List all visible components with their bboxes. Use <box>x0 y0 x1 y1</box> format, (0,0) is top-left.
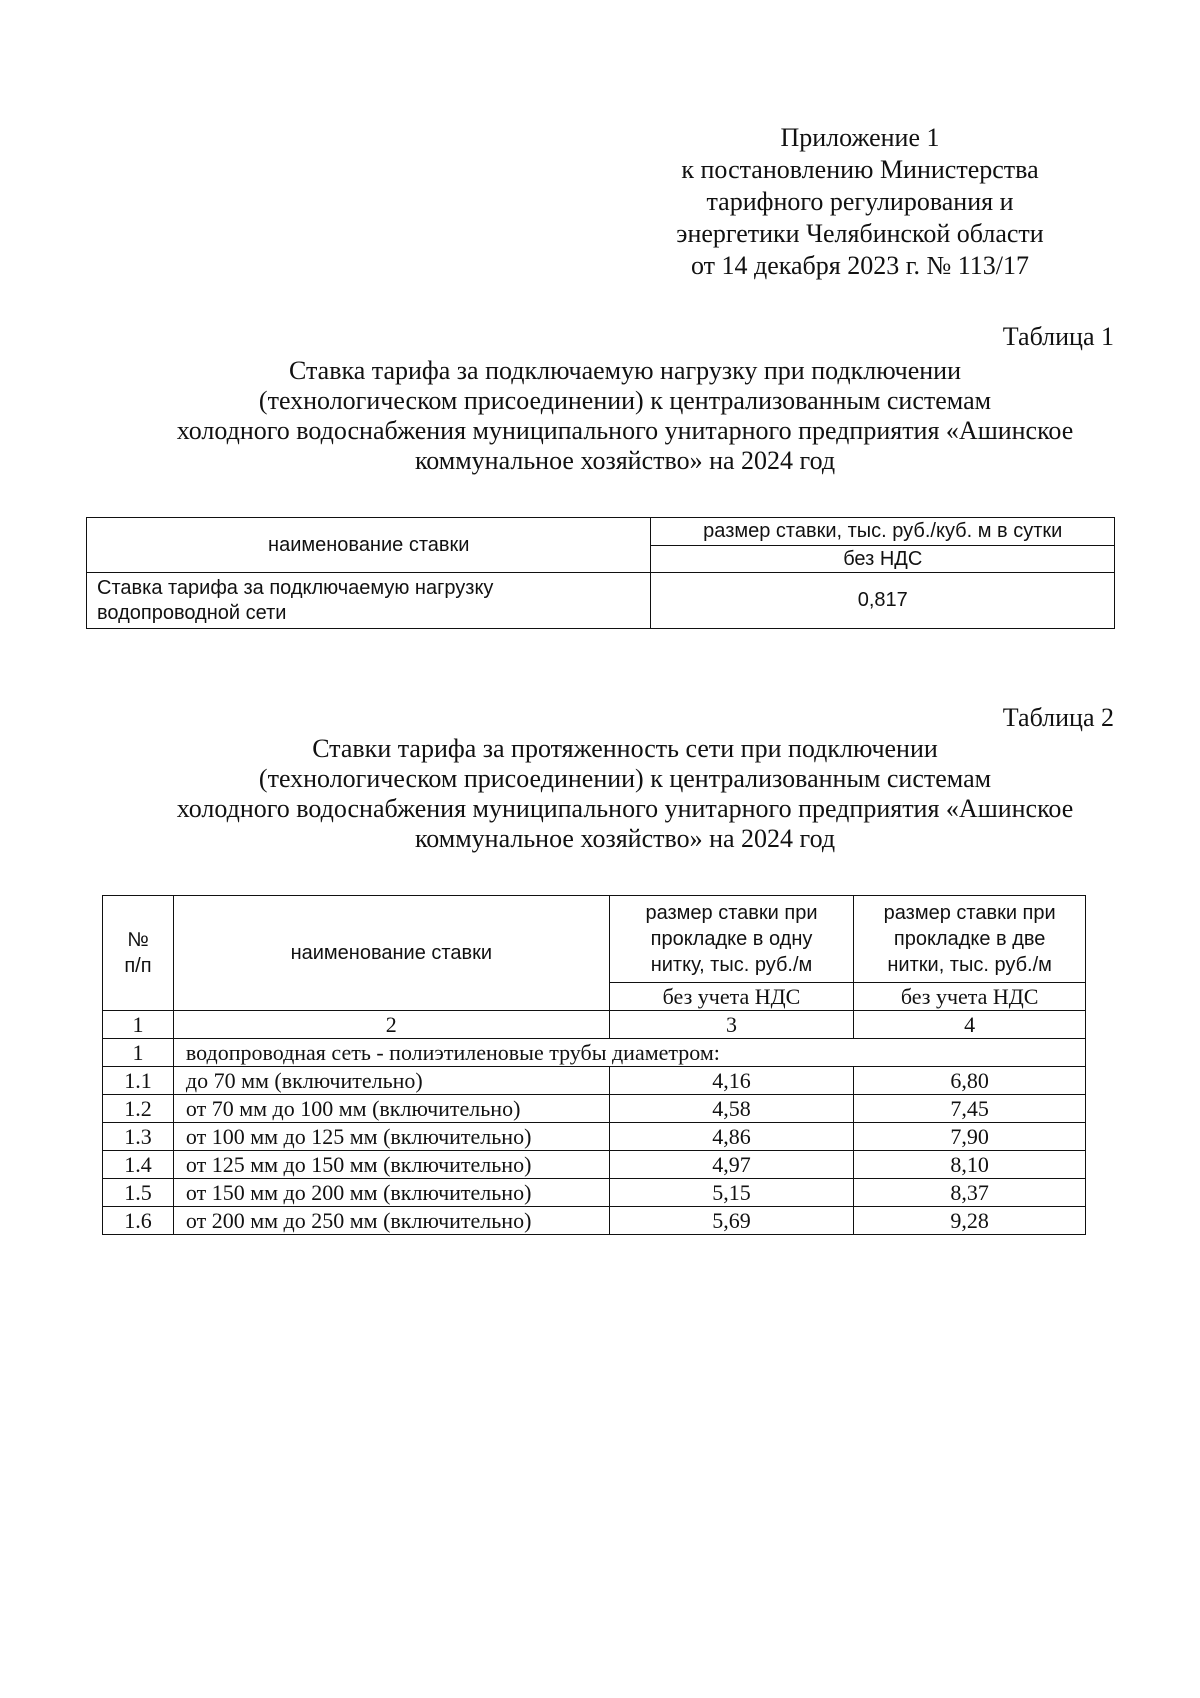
row-two-thread: 8,10 <box>854 1151 1086 1179</box>
table2-header-name: наименование ставки <box>173 896 609 1011</box>
table2-header-one-thread <box>609 896 854 983</box>
table2-col-number: 1 <box>103 1011 174 1039</box>
appendix-header <box>600 122 1120 282</box>
row-num: 1.2 <box>103 1095 174 1123</box>
table2-header-one-line: прокладке в одну <box>650 928 813 950</box>
table2-title <box>70 734 1180 854</box>
appendix-line: Приложение 1 <box>780 123 940 152</box>
table2-col-number: 4 <box>854 1011 1086 1039</box>
table2-section-num: 1 <box>103 1039 174 1067</box>
table2-header-one-line: нитку, тыс. руб./м <box>650 954 813 976</box>
table2-title-line: холодного водоснабжения муниципального унитарного предприятия «Ашинское <box>176 794 1074 823</box>
table1-row-name-line: водопроводной сети <box>97 601 287 624</box>
table2 <box>102 895 1086 1235</box>
row-name: до 70 мм (включительно) <box>173 1067 609 1095</box>
table2-header-two-line: размер ставки при <box>883 902 1056 924</box>
table2-col-number: 2 <box>173 1011 609 1039</box>
table2-header-num-line: № <box>127 929 149 951</box>
appendix-line: энергетики Челябинской области <box>676 219 1044 248</box>
table2-label: Таблица 2 <box>1002 703 1114 732</box>
row-num: 1.3 <box>103 1123 174 1151</box>
table2-col-number: 3 <box>609 1011 854 1039</box>
row-num: 1.5 <box>103 1179 174 1207</box>
row-one-thread: 4,16 <box>609 1067 854 1095</box>
table2-title-line: коммунальное хозяйство» на 2024 год <box>414 824 836 853</box>
row-one-thread: 5,15 <box>609 1179 854 1207</box>
row-two-thread: 6,80 <box>854 1067 1086 1095</box>
table1-row-value: 0,817 <box>651 573 1115 629</box>
row-num: 1.4 <box>103 1151 174 1179</box>
table-row <box>103 1067 1086 1095</box>
table-row <box>103 1179 1086 1207</box>
table1 <box>86 517 1115 629</box>
row-name: от 70 мм до 100 мм (включительно) <box>173 1095 609 1123</box>
row-two-thread: 9,28 <box>854 1207 1086 1235</box>
table2-header-one-vat: без учета НДС <box>609 983 854 1011</box>
table2-header-num-line: п/п <box>124 955 152 977</box>
row-name: от 150 мм до 200 мм (включительно) <box>173 1179 609 1207</box>
table2-title-line: (технологическом присоединении) к централизованным системам <box>258 764 992 793</box>
table-row <box>103 1123 1086 1151</box>
table1-title-line: холодного водоснабжения муниципального унитарного предприятия «Ашинское <box>176 416 1074 445</box>
appendix-line: тарифного регулирования и <box>706 187 1014 216</box>
appendix-line: к постановлению Министерства <box>681 155 1039 184</box>
row-two-thread: 7,45 <box>854 1095 1086 1123</box>
row-one-thread: 5,69 <box>609 1207 854 1235</box>
row-num: 1.1 <box>103 1067 174 1095</box>
table1-row-name-line: Ставка тарифа за подключаемую нагрузку <box>97 576 494 599</box>
table2-header-two-thread <box>854 896 1086 983</box>
row-name: от 100 мм до 125 мм (включительно) <box>173 1123 609 1151</box>
table1-row-name <box>87 573 651 629</box>
row-name: от 200 мм до 250 мм (включительно) <box>173 1207 609 1235</box>
table-row <box>103 1095 1086 1123</box>
table1-label: Таблица 1 <box>1002 322 1114 351</box>
row-two-thread: 8,37 <box>854 1179 1086 1207</box>
row-name: от 125 мм до 150 мм (включительно) <box>173 1151 609 1179</box>
table2-title-line: Ставки тарифа за протяженность сети при подключении <box>312 734 938 763</box>
row-one-thread: 4,58 <box>609 1095 854 1123</box>
table2-header-two-line: прокладке в две <box>893 928 1046 950</box>
table1-header-size: размер ставки, тыс. руб./куб. м в сутки <box>651 518 1115 546</box>
table2-header-num <box>103 896 174 1011</box>
table-row <box>103 1151 1086 1179</box>
table1-header-vat: без НДС <box>651 546 1115 573</box>
table2-header-two-line: нитки, тыс. руб./м <box>887 954 1052 976</box>
table1-title-line: Ставка тарифа за подключаемую нагрузку при подключении <box>288 356 961 385</box>
table2-section-label: водопроводная сеть - полиэтиленовые трубы диаметром: <box>173 1039 1085 1067</box>
appendix-line: от 14 декабря 2023 г. № 113/17 <box>690 251 1030 280</box>
row-one-thread: 4,97 <box>609 1151 854 1179</box>
table2-header-two-vat: без учета НДС <box>854 983 1086 1011</box>
table1-header-name: наименование ставки <box>87 518 651 573</box>
table1-title <box>70 356 1180 476</box>
row-two-thread: 7,90 <box>854 1123 1086 1151</box>
table1-title-line: (технологическом присоединении) к централизованным системам <box>258 386 992 415</box>
row-num: 1.6 <box>103 1207 174 1235</box>
table1-title-line: коммунальное хозяйство» на 2024 год <box>414 446 836 475</box>
table2-header-one-line: размер ставки при <box>645 902 818 924</box>
row-one-thread: 4,86 <box>609 1123 854 1151</box>
table-row <box>103 1207 1086 1235</box>
